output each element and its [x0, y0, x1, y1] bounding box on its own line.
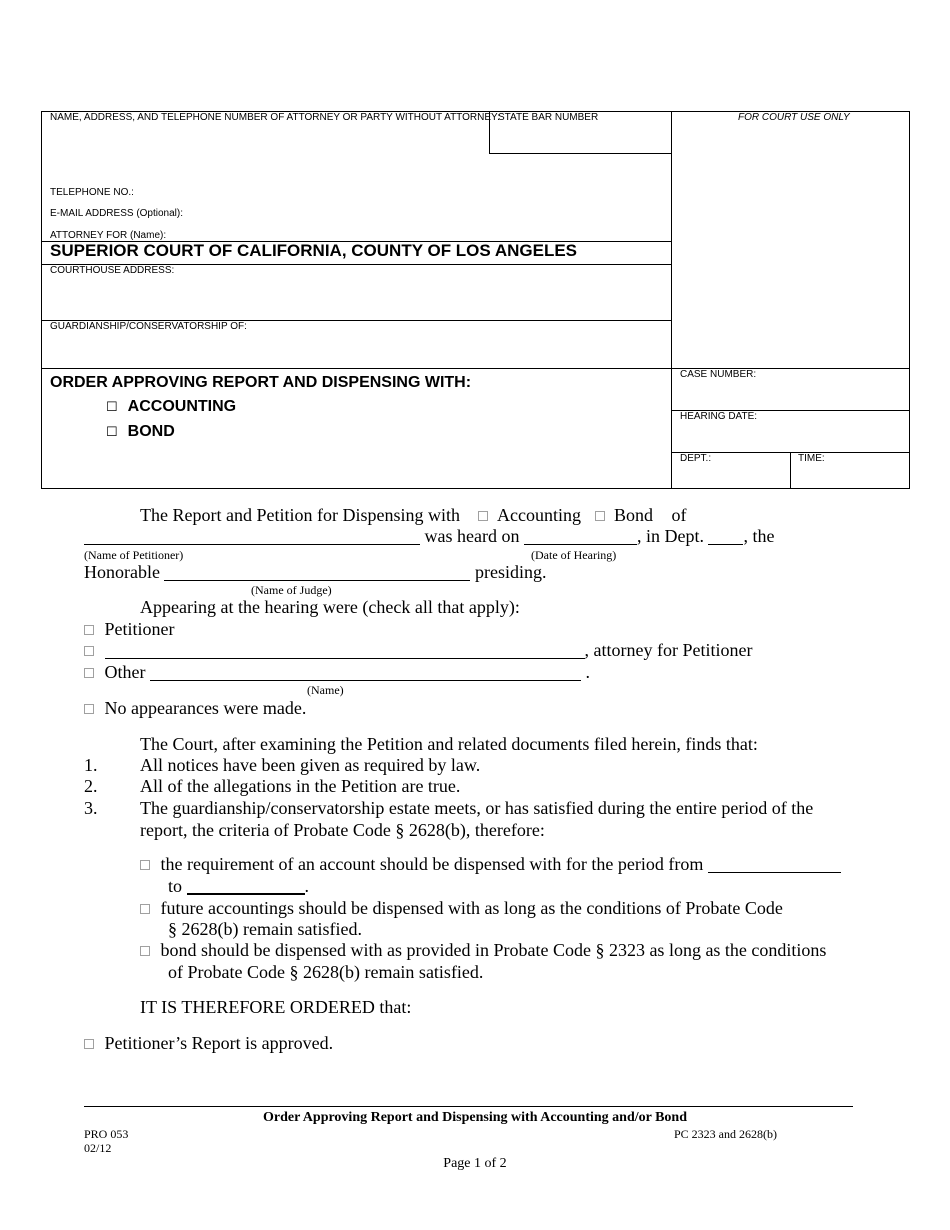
bond-text: Bond [613, 505, 653, 525]
finding-text: All notices have been given as required by law. [140, 755, 481, 775]
petitioner-name-field[interactable] [84, 528, 420, 545]
heard-line [84, 526, 774, 546]
future-text: future accountings should be dispensed with as long as the conditions of Probate Code [160, 898, 783, 918]
finding-3-continuation: report, the criteria of Probate Code § 2628(b), therefore: [140, 820, 545, 840]
email-label: E-MAIL ADDRESS (Optional): [50, 208, 184, 219]
bond-dispense-continuation: of Probate Code § 2628(b) remain satisfied. [168, 962, 484, 982]
court-use-label: FOR COURT USE ONLY [738, 112, 850, 123]
in-dept-text: , in Dept. [636, 526, 704, 546]
finding-text: All of the allegations in the Petition are true. [140, 776, 461, 796]
form-number: PRO 053 [84, 1127, 129, 1141]
finding-number: 1. [84, 755, 98, 775]
checkbox-icon: ☐ [106, 424, 118, 439]
courthouse-label: COURTHOUSE ADDRESS: [50, 265, 175, 276]
court-name: SUPERIOR COURT OF CALIFORNIA, COUNTY OF LOS ANGELES [50, 241, 578, 260]
appearing-text: Appearing at the hearing were (check all that apply): [140, 597, 520, 617]
petitioner-checkbox[interactable] [84, 625, 94, 635]
attorney-label: NAME, ADDRESS, AND TELEPHONE NUMBER OF ATTORNEY OR PARTY WITHOUT ATTORNEY: [50, 112, 500, 123]
honorable-text: Honorable [84, 562, 160, 582]
other-checkbox[interactable] [84, 668, 94, 678]
guardianship-label: GUARDIANSHIP/CONSERVATORSHIP OF: [50, 321, 247, 332]
accounting-checkbox[interactable] [478, 511, 488, 521]
attorney-checkbox[interactable] [84, 646, 94, 656]
footer-rule [84, 1106, 853, 1107]
honorable-line [84, 562, 546, 582]
accounting-option[interactable] [106, 398, 236, 416]
approved-row[interactable] [84, 1033, 333, 1053]
sub-option-account-to [168, 876, 309, 896]
hearing-date-label: HEARING DATE: [680, 411, 758, 422]
case-number-label: CASE NUMBER: [680, 369, 757, 380]
name-of-petitioner-caption: (Name of Petitioner) [84, 548, 184, 562]
form-date: 02/12 [84, 1141, 112, 1155]
other-text: Other [104, 662, 146, 682]
bond-option-label: BOND [127, 423, 175, 440]
to-text: to [168, 876, 183, 896]
bond-dispense-checkbox[interactable] [140, 946, 150, 956]
petitioner-row[interactable] [84, 619, 175, 639]
period-to-field[interactable] [187, 877, 305, 895]
of-text: of [671, 505, 687, 525]
attorney-for-petitioner-text: , attorney for Petitioner [584, 640, 753, 660]
bond-option[interactable] [106, 423, 175, 441]
accounting-text: Accounting [496, 505, 581, 525]
judge-name-field[interactable] [164, 564, 470, 581]
dept-field[interactable] [708, 528, 743, 545]
telephone-label: TELEPHONE NO.: [50, 187, 134, 198]
no-appearances-row[interactable] [84, 698, 306, 718]
other-name-field[interactable] [150, 664, 581, 681]
no-appearances-checkbox[interactable] [84, 704, 94, 714]
code-reference: PC 2323 and 2628(b) [674, 1127, 777, 1141]
presiding-text: presiding. [474, 562, 547, 582]
to-end-text: . [304, 876, 310, 896]
finding-text: The guardianship/conservatorship estate meets, or has satisfied during the entire period of the [140, 798, 814, 818]
report-line [140, 505, 686, 525]
sub-option-bond [140, 940, 826, 960]
other-row [84, 662, 590, 682]
checkbox-icon: ☐ [106, 399, 118, 414]
hearing-date-field[interactable] [524, 528, 637, 545]
page-number: Page 1 of 2 [443, 1156, 507, 1171]
name-caption: (Name) [307, 683, 344, 697]
account-text: the requirement of an account should be dispensed with for the period from [160, 854, 704, 874]
sub-option-account [140, 854, 841, 874]
sub-option-future [140, 898, 783, 918]
dept-label: DEPT.: [680, 453, 712, 464]
future-checkbox[interactable] [140, 904, 150, 914]
time-label: TIME: [798, 453, 825, 464]
other-end-text: . [585, 662, 590, 682]
court-finds-text: The Court, after examining the Petition and related documents filed herein, finds that: [140, 734, 758, 754]
no-appearances-text: No appearances were made. [104, 698, 307, 718]
state-bar-label: STATE BAR NUMBER [498, 112, 599, 123]
bond-dispense-text: bond should be dispensed with as provided in Probate Code § 2323 as long as the conditions [160, 940, 827, 960]
accounting-option-label: ACCOUNTING [127, 398, 237, 415]
approved-checkbox[interactable] [84, 1039, 94, 1049]
period-from-field[interactable] [708, 856, 841, 873]
petitioner-text: Petitioner [104, 619, 175, 639]
finding-number: 3. [84, 798, 98, 818]
account-checkbox[interactable] [140, 860, 150, 870]
report-line-prefix: The Report and Petition for Dispensing with [140, 505, 460, 525]
footer-title: Order Approving Report and Dispensing with Accounting and/or Bond [263, 1110, 687, 1125]
attorney-for-label: ATTORNEY FOR (Name): [50, 230, 167, 241]
approved-text: Petitioner’s Report is approved. [104, 1033, 334, 1053]
finding-number: 2. [84, 776, 98, 796]
date-of-hearing-caption: (Date of Hearing) [531, 548, 617, 562]
attorney-name-field[interactable] [105, 642, 585, 659]
future-text-continuation: § 2628(b) remain satisfied. [168, 919, 362, 939]
attorney-row [84, 640, 752, 660]
the-text: , the [743, 526, 775, 546]
therefore-text: IT IS THEREFORE ORDERED that: [140, 997, 412, 1017]
form-title: ORDER APPROVING REPORT AND DISPENSING WITH: [50, 374, 472, 391]
heard-on-text: was heard on [424, 526, 520, 546]
bond-checkbox[interactable] [595, 511, 605, 521]
name-of-judge-caption: (Name of Judge) [251, 583, 332, 597]
